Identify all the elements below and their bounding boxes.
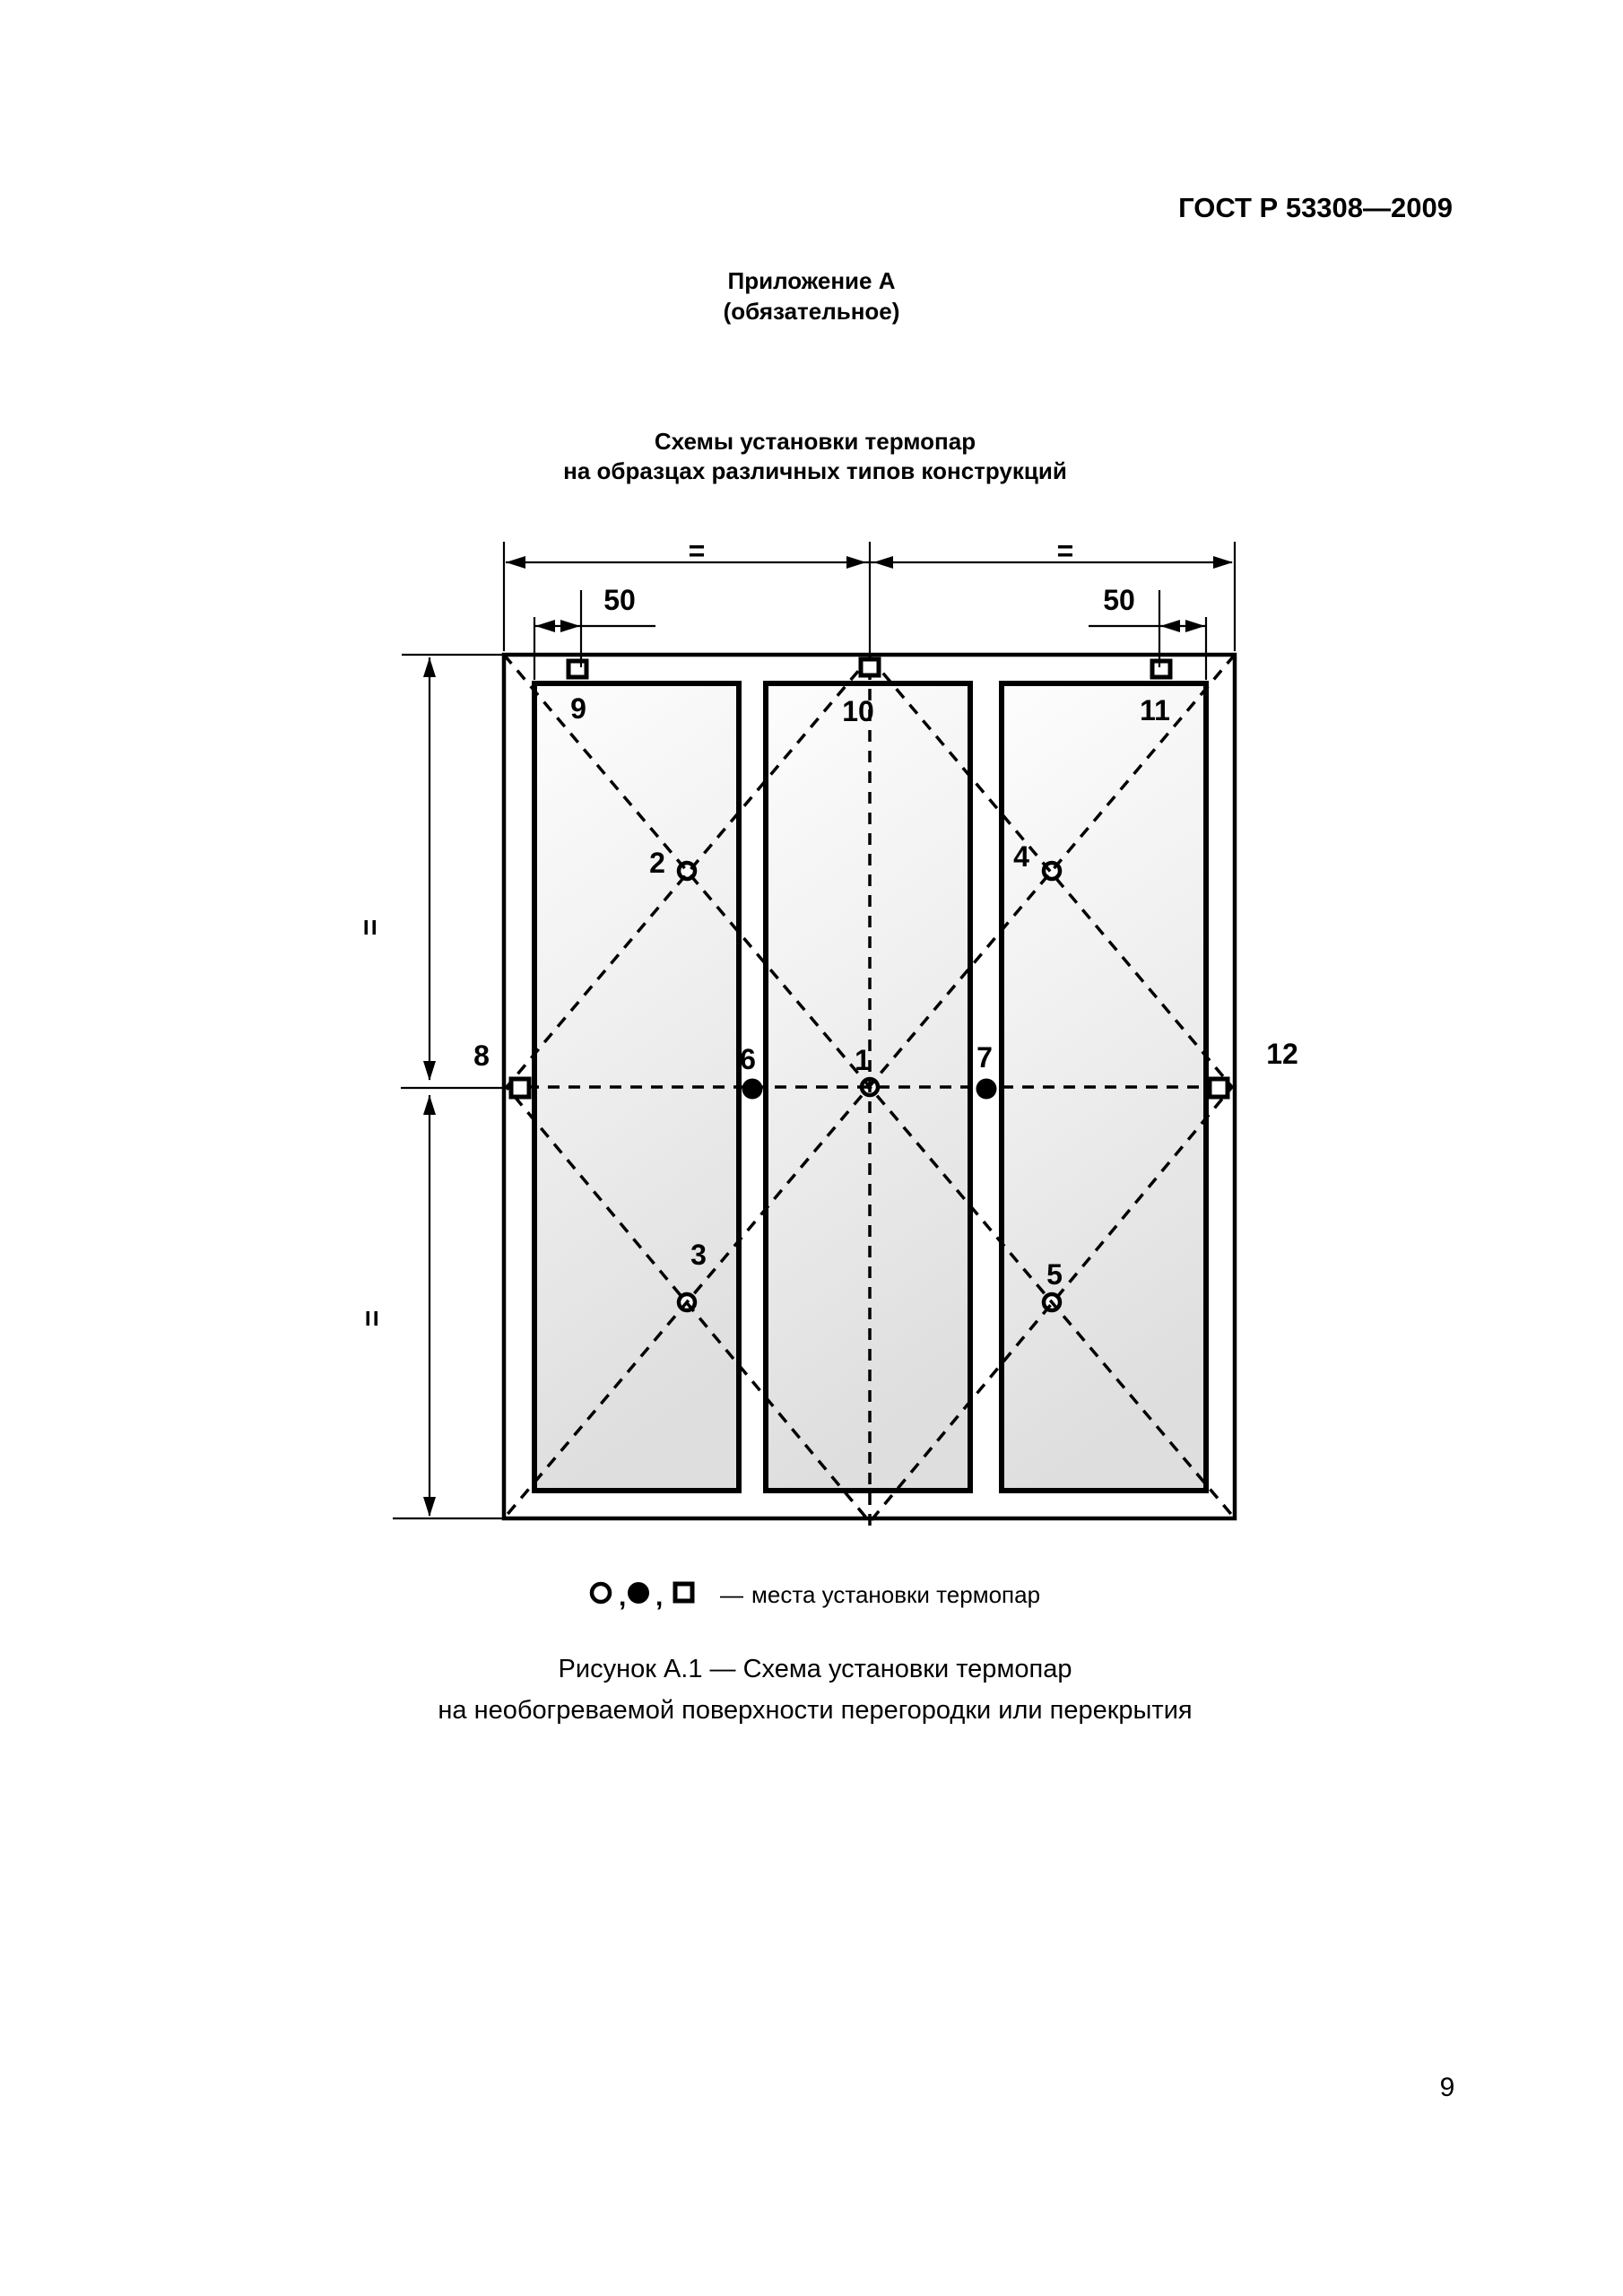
arrow-top-center-left: [846, 556, 866, 569]
legend-square: [675, 1584, 692, 1601]
dim-50-right: 50: [1103, 584, 1135, 616]
legend-dash: —: [720, 1581, 743, 1608]
arrow-left-mid-lower: [423, 1095, 436, 1115]
dim-50-left: 50: [603, 584, 636, 616]
arrow-left-mid-upper: [423, 1061, 436, 1081]
figure-caption-line1: Рисунок А.1 — Схема установки термопар: [558, 1655, 1072, 1683]
thermocouple-11-square: [1152, 661, 1170, 677]
label-point-2: 2: [649, 847, 665, 879]
label-point-10: 10: [842, 695, 874, 727]
label-point-12: 12: [1266, 1038, 1298, 1070]
thermocouple-8-square: [511, 1079, 529, 1097]
thermocouple-7-dot: [976, 1079, 997, 1100]
legend-open-circle: [592, 1584, 610, 1602]
thermocouple-6-dot: [742, 1079, 763, 1100]
page-number: 9: [1439, 2073, 1455, 2102]
section-title-line2: на образцах различных типов конструкций: [563, 457, 1067, 484]
thermocouple-9-square: [568, 661, 586, 677]
label-point-7: 7: [976, 1041, 993, 1074]
dim-equal-left-lower: =: [356, 1309, 388, 1327]
label-point-6: 6: [740, 1043, 756, 1075]
dim-equal-left-upper: =: [354, 918, 386, 936]
legend-filled-circle: [628, 1582, 649, 1604]
thermocouple-12-square: [1210, 1079, 1228, 1097]
legend-comma-2: ,: [655, 1582, 664, 1612]
section-title-line1: Схемы установки термопар: [654, 428, 976, 455]
dim-equal-top-left: =: [688, 535, 706, 567]
arrow-50-left-b: [560, 620, 580, 632]
label-point-4: 4: [1013, 840, 1029, 873]
label-point-11: 11: [1140, 694, 1170, 726]
arrow-left-top: [423, 657, 436, 677]
arrow-top-center-right: [873, 556, 893, 569]
label-point-5: 5: [1046, 1258, 1063, 1291]
arrow-50-right-b: [1185, 620, 1205, 632]
arrow-top-far-left: [506, 556, 525, 569]
legend-comma-1: ,: [619, 1582, 627, 1612]
arrow-50-left-a: [535, 620, 555, 632]
appendix-subtitle: (обязательное): [723, 298, 900, 325]
label-point-8: 8: [473, 1039, 490, 1072]
standard-number: ГОСТ Р 53308—2009: [1178, 192, 1453, 223]
arrow-50-right-a: [1160, 620, 1180, 632]
arrow-left-bottom: [423, 1497, 436, 1517]
label-point-1: 1: [855, 1044, 871, 1076]
legend-text: места установки термопар: [751, 1581, 1041, 1608]
label-point-9: 9: [570, 692, 586, 725]
label-point-3: 3: [690, 1239, 707, 1271]
arrow-top-far-right: [1213, 556, 1233, 569]
thermocouple-10-square: [861, 659, 879, 675]
appendix-title: Приложение А: [727, 267, 896, 294]
figure-caption-line2: на необогреваемой поверхности перегородки или перекрытия: [438, 1696, 1193, 1725]
dim-equal-top-right: =: [1056, 535, 1074, 567]
